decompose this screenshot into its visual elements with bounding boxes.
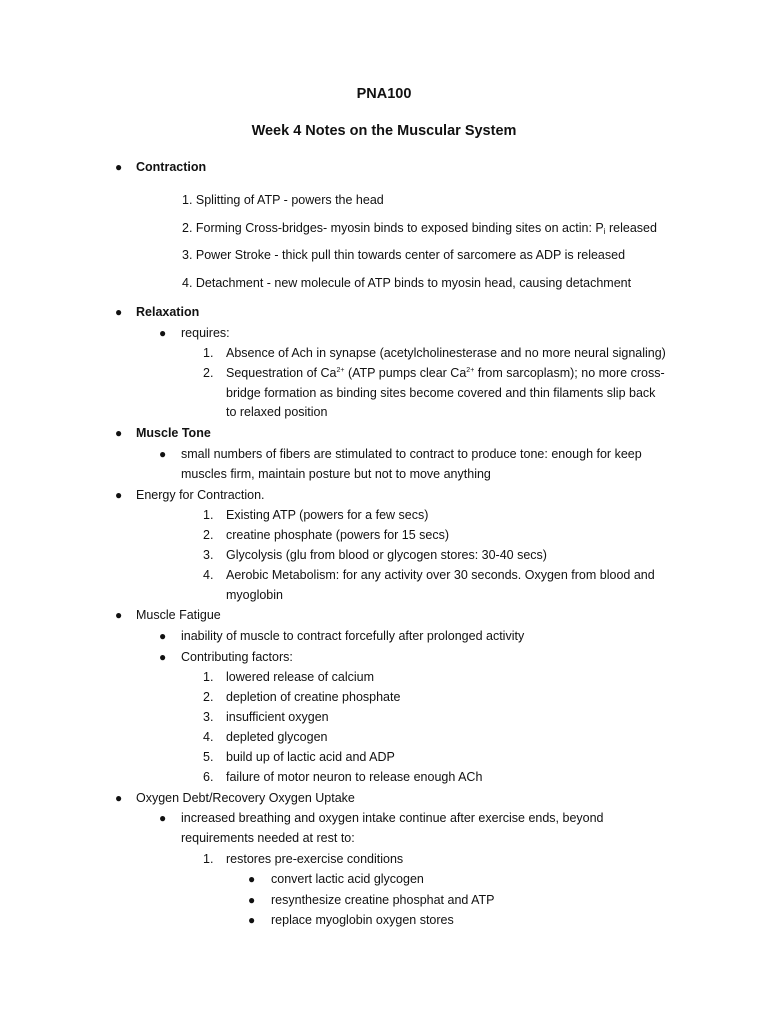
contraction-step-4: 4. Detachment - new molecule of ATP binds to myosin head, causing detachment xyxy=(182,276,632,290)
fatigue-factor-6: failure of motor neuron to release enough ACh xyxy=(226,770,483,784)
recovery-bullet-1: convert lactic acid glycogen xyxy=(271,872,424,886)
bullet-dot: ● xyxy=(159,447,167,461)
energy-item-4: Aerobic Metabolism: for any activity over 30 seconds. Oxygen from blood and xyxy=(226,568,655,582)
bullet-dot: ● xyxy=(115,160,123,174)
section-heading-muscle-tone: Muscle Tone xyxy=(136,426,211,440)
contraction-step-3: 3. Power Stroke - thick pull thin towards center of sarcomere as ADP is released xyxy=(182,248,626,262)
fatigue-factor-4: depleted glycogen xyxy=(226,730,328,744)
relaxation-item-2-line-3: to relaxed position xyxy=(226,405,328,419)
bullet-dot: ● xyxy=(115,488,123,502)
page-title: Week 4 Notes on the Muscular System xyxy=(251,123,517,139)
list-number: 1. xyxy=(203,508,214,522)
bullet-dot: ● xyxy=(248,872,256,886)
course-code: PNA100 xyxy=(356,86,412,102)
recovery-bullet-3: replace myoglobin oxygen stores xyxy=(271,913,454,927)
section-heading-fatigue: Muscle Fatigue xyxy=(136,608,221,622)
list-number: 4. xyxy=(203,568,214,582)
bullet-dot: ● xyxy=(115,305,123,319)
oxygen-debt-text: increased breathing and oxygen intake continue after exercise ends, beyond xyxy=(181,811,604,825)
fatigue-factor-5: build up of lactic acid and ADP xyxy=(226,750,395,764)
energy-item-3: Glycolysis (glu from blood or glycogen stores: 30-40 secs) xyxy=(226,548,547,562)
energy-item-1: Existing ATP (powers for a few secs) xyxy=(226,508,429,522)
muscle-tone-text-line-2: muscles firm, maintain posture but not to move anything xyxy=(181,467,491,481)
bullet-dot: ● xyxy=(159,811,167,825)
energy-item-4-line-2: myoglobin xyxy=(226,588,283,602)
section-heading-relaxation: Relaxation xyxy=(136,305,200,319)
bullet-dot: ● xyxy=(115,608,123,622)
contraction-step-2: 2. Forming Cross-bridges- myosin binds to exposed binding sites on actin: $P_i$ released xyxy=(182,221,657,236)
fatigue-factor-3: insufficient oxygen xyxy=(226,710,329,724)
fatigue-factor-1: lowered release of calcium xyxy=(226,670,374,684)
list-number: 5. xyxy=(203,750,214,764)
fatigue-bullet-1: inability of muscle to contract forcefully after prolonged activity xyxy=(181,629,525,643)
bullet-dot: ● xyxy=(159,650,167,664)
list-number: 1. xyxy=(203,670,214,684)
bullet-dot: ● xyxy=(159,326,167,340)
list-number: 6. xyxy=(203,770,214,784)
bullet-dot: ● xyxy=(115,426,123,440)
relaxation-item-2: Sequestration of $Ca^{2+}$ (ATP pumps clear $Ca^{2+}$ from sarcoplasm); no more cross- xyxy=(226,366,665,380)
section-heading-contraction: Contraction xyxy=(136,160,207,174)
list-number: 4. xyxy=(203,730,214,744)
relaxation-item-1: Absence of Ach in synapse (acetylcholinesterase and no more neural signaling) xyxy=(226,346,666,360)
section-heading-energy: Energy for Contraction. xyxy=(136,488,265,502)
energy-item-2: creatine phosphate (powers for 15 secs) xyxy=(226,528,450,542)
list-number: 3. xyxy=(203,548,214,562)
section-heading-oxygen-debt: Oxygen Debt/Recovery Oxygen Uptake xyxy=(136,791,355,805)
list-number: 1. xyxy=(203,852,214,866)
bullet-dot: ● xyxy=(248,913,256,927)
bullet-dot: ● xyxy=(159,629,167,643)
relaxation-item-2-line-2: bridge formation as binding sites become covered and thin filaments slip back xyxy=(226,386,656,400)
list-number: 1. xyxy=(203,346,214,360)
list-number: 2. xyxy=(203,690,214,704)
list-number: 2. xyxy=(203,528,214,542)
bullet-dot: ● xyxy=(115,791,123,805)
oxygen-debt-text-line-2: requirements needed at rest to: xyxy=(181,831,355,845)
fatigue-bullet-2: Contributing factors: xyxy=(181,650,293,664)
oxygen-debt-sub-item: restores pre-exercise conditions xyxy=(226,852,404,866)
contraction-step-1: 1. Splitting of ATP - powers the head xyxy=(182,193,384,207)
list-number: 3. xyxy=(203,710,214,724)
fatigue-factor-2: depletion of creatine phosphate xyxy=(226,690,401,704)
relaxation-requires: requires: xyxy=(181,326,230,340)
muscle-tone-text: small numbers of fibers are stimulated to contract to produce tone: enough for keep xyxy=(181,447,642,461)
recovery-bullet-2: resynthesize creatine phosphat and ATP xyxy=(271,893,495,907)
list-number: 2. xyxy=(203,366,214,380)
bullet-dot: ● xyxy=(248,893,256,907)
